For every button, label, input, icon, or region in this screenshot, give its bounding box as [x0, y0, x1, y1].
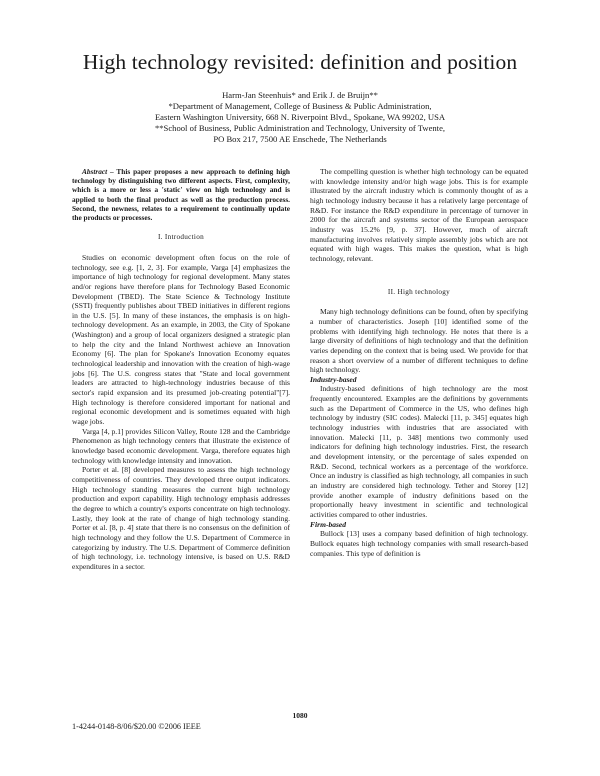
intro-paragraph-1: Studies on economic development often focus on the role of technology, see e.g. [1, 2, 3]. For example, Varga [4] emphasizes the importance of high technology for regional development. Many states and/or regions have therefore plans for Technology Based Economic Development (TBED). The State Science & Technology Institute (SSTI) frequently publishes about TBED initiatives in different regions in the U.S. [5]. In many of these instances, the emphasis is on high-technology development. As an example, in 2003, the City of Spokane (Washington) and a group of local organizers designed a strategic plan to help the city and the Inland Northwest achieve an Innovation Economy [6]. The plan for Spokane's Innovation Economy equates technological leadership and innovation with the creation of high-wage jobs [6]. The U.S. congress states that "State and local government leaders are attracted to high-technology industries because of this sector's rapid expansion and its presumed job-creating potential"[7]. High technology is therefore considered important for national and regional economic development and is sometimes equated with high wage jobs. [72, 252, 290, 427]
firm-paragraph-1: Bullock [13] uses a company based definition of high technology. Bullock equates high technology companies with small research-based companies. This type of definition is [310, 529, 528, 558]
intro-paragraph-2: Varga [4, p.1] provides Silicon Valley, Route 128 and the Cambridge Phenomenon as high technology centers that illustrate the existence of knowledge based economic development. Varga, therefore equates high technology with knowledge intensity and innovation. [72, 426, 290, 465]
paper-title: High technology revisited: definition and position [82, 50, 518, 74]
page-number: 1080 [292, 711, 308, 720]
subheading-industry-based: Industry-based [310, 374, 357, 384]
affiliation-2-line-2: PO Box 217, 7500 AE Enschede, The Netherlands [213, 134, 387, 144]
section-heading-high-technology: II. High technology [387, 287, 451, 296]
author-names: Harm-Jan Steenhuis* and Erik J. de Bruijn** [222, 90, 378, 100]
right-column [310, 167, 528, 558]
abstract-text: – This paper proposes a new approach to defining high technology by distinguishing two different aspects. First, complexity, which is a more or less a 'static' view on high technology and is applied to both the final product as well as the production process. Second, the newness, relates to a requirement to continually update the products or processes. [72, 167, 290, 223]
copyright-footer: 1-4244-0148-8/06/$20.00 ©2006 IEEE [72, 722, 201, 731]
industry-paragraph-1: Industry-based definitions of high technology are the most frequently encountered. Examples are the definitions by governments such as the Department of Commerce in the US, who defines high technology by industry (SIC codes). Malecki [11, p. 345] equates high technology industries with industries that are associated with innovation. Malecki [11, p. 348] mentions two commonly used indicators for defining high technology industries. First, the research and development intensity, or the percentage of sales expended on R&D. Second, technical workers as a percentage of the workforce. Once an industry is classified as high technology, all companies in such an industry are considered high technology. Tether and Storey [12] provide another example of industry definitions based on the proportionally heavy investment in scientific and technological activities compared to other industries. [310, 384, 528, 519]
high-tech-paragraph-1: Many high technology definitions can be found, often by specifying a number of characteristics. Joseph [10] identified some of the problems with identifying high technology. He notes that there is a large diversity of definitions of high technology and that the definition varies depending on the context that is being used. We provide for that reason a short overview of a number of different techniques to define high technology. [310, 307, 528, 375]
left-column [72, 167, 290, 572]
affiliation-1-line-1: *Department of Management, College of Business & Public Administration, [168, 101, 432, 111]
author-block [0, 90, 600, 145]
affiliation-1-line-2: Eastern Washington University, 668 N. Riverpoint Blvd., Spokane, WA 99202, USA [154, 112, 446, 122]
section-heading-introduction: I. Introduction [157, 233, 205, 242]
abstract [72, 167, 290, 222]
abstract-label: Abstract [82, 167, 108, 176]
right-paragraph-1: The compelling question is whether high technology can be equated with knowledge intensity and/or high wage jobs. This is for example illustrated by the aircraft industry which is commonly thought of as a high technology industry because it has a relatively large percentage of R&D. For instance the R&D expenditure in percentage of turnover in 2000 for the aircraft and systems sector of the European aerospace industry was 15.2% [9, p. 37]. However, much of aircraft manufacturing involves relatively simple assembly jobs which are not equated with high wages. This makes the question, what is high technology, relevant. [310, 167, 528, 263]
affiliation-2-line-1: **School of Business, Public Administration and Technology, University of Twente, [154, 123, 446, 133]
intro-paragraph-3: Porter et al. [8] developed measures to assess the high technology competitiveness of countries. They developed three output indicators. High technology standing measures the current high technology production and export capability. High technology emphasis addresses the degree to which a country's exports concentrate on high technology. Lastly, they look at the rate of change of high technology standing. Porter et al. [8, p. 4] state that there is no consensus on the definition of high technology and they follow the U.S. Department of Commerce in categorizing by industry. The U.S. Department of Commerce definition of high technology, i.e. technology intensive, is based on U.S. R&D expenditures in a sector. [72, 465, 290, 571]
subheading-firm-based: Firm-based [310, 519, 347, 529]
